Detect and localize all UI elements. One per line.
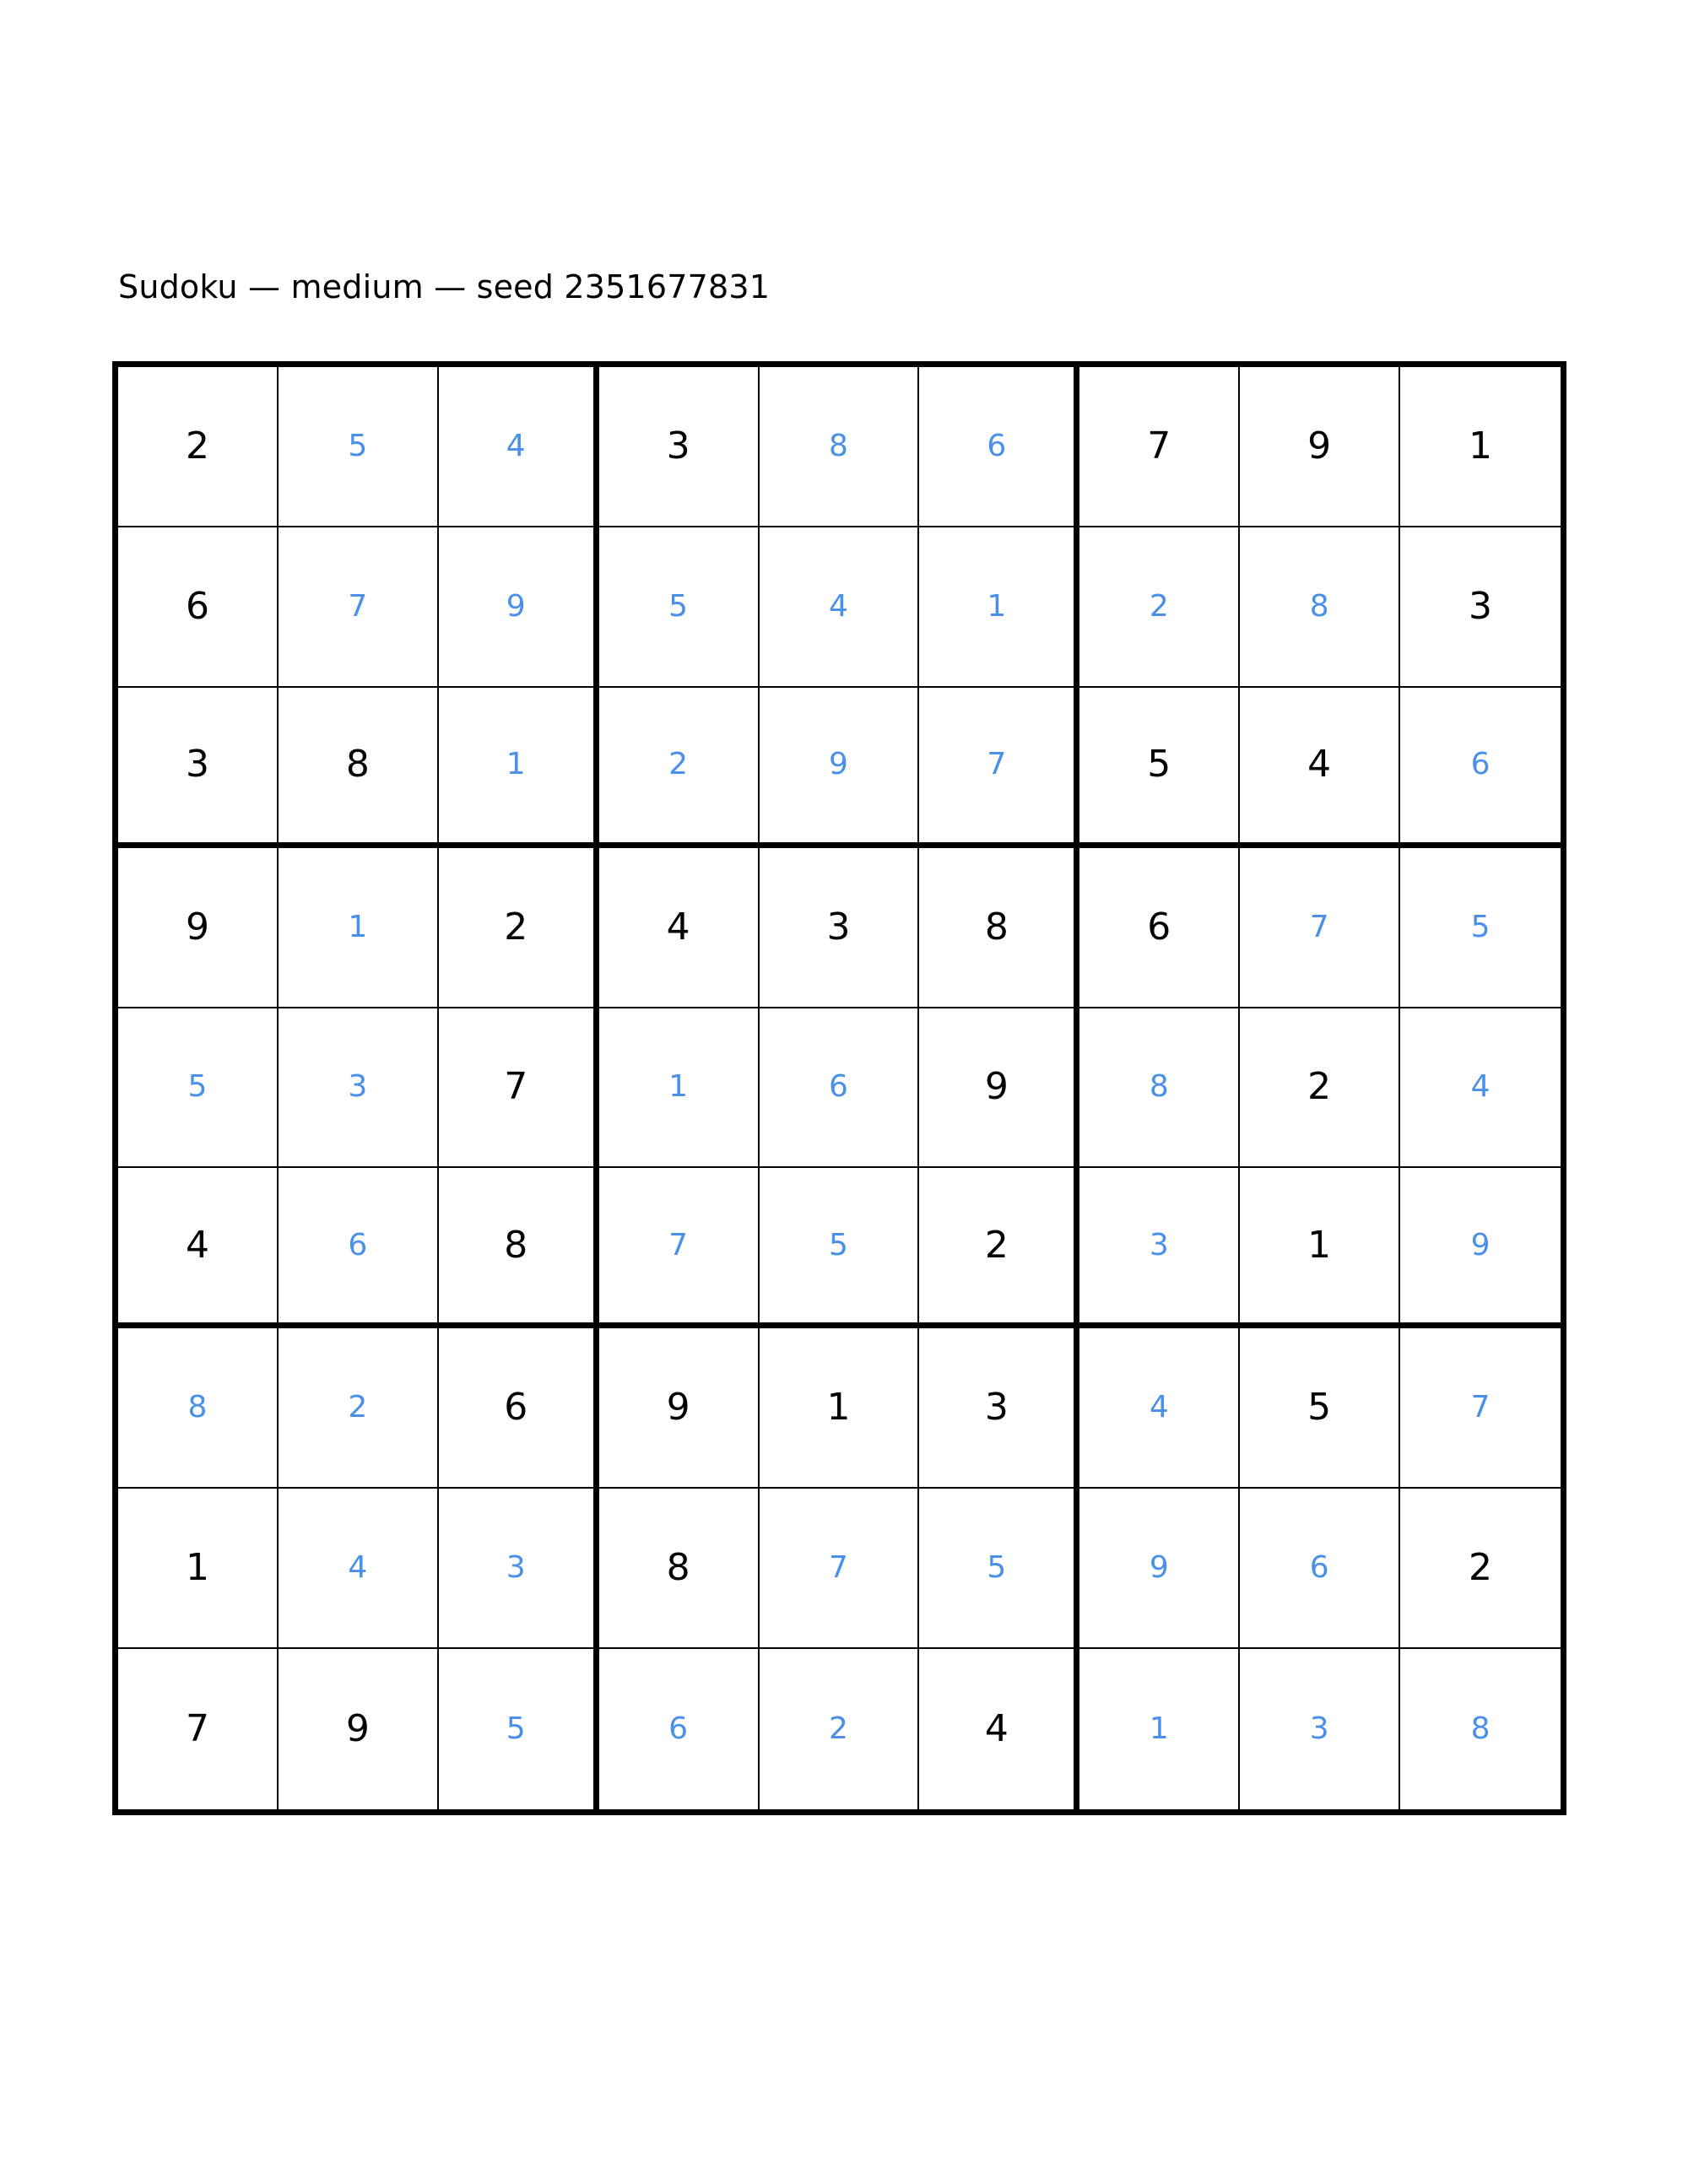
sudoku-cell-r6c4[interactable]: 7 — [599, 1168, 760, 1328]
sudoku-cell-r1c3[interactable]: 4 — [439, 367, 599, 527]
sudoku-cell-r6c3[interactable]: 8 — [439, 1168, 599, 1328]
sudoku-cell-r4c1[interactable]: 9 — [118, 848, 279, 1008]
sudoku-cell-r6c6[interactable]: 2 — [919, 1168, 1079, 1328]
sudoku-cell-r1c4[interactable]: 3 — [599, 367, 760, 527]
sudoku-cell-r7c6[interactable]: 3 — [919, 1328, 1079, 1489]
sudoku-cell-r9c6[interactable]: 4 — [919, 1649, 1079, 1809]
sudoku-cell-r2c7[interactable]: 2 — [1079, 527, 1240, 688]
sudoku-cell-r4c7[interactable]: 6 — [1079, 848, 1240, 1008]
sudoku-cell-r1c6[interactable]: 6 — [919, 367, 1079, 527]
sudoku-cell-r1c7[interactable]: 7 — [1079, 367, 1240, 527]
sudoku-cell-r9c9[interactable]: 8 — [1470, 1711, 1491, 1747]
sudoku-cell-r9c3[interactable]: 5 — [439, 1649, 599, 1809]
sudoku-cell-r8c2[interactable]: 4 — [279, 1489, 439, 1649]
sudoku-cell-r5c7[interactable]: 8 — [1079, 1008, 1240, 1169]
sudoku-cell-r7c4[interactable]: 9 — [599, 1328, 760, 1489]
sudoku-cell-r7c5[interactable]: 1 — [760, 1328, 920, 1489]
sudoku-cell-r2c2[interactable]: 7 — [279, 527, 439, 688]
sudoku-cell-r2c9[interactable]: 3 — [1400, 527, 1561, 688]
sudoku-cell-r3c2[interactable]: 8 — [279, 688, 439, 848]
sudoku-cell-r6c7[interactable]: 3 — [1079, 1168, 1240, 1328]
sudoku-cell-r9c5[interactable]: 2 — [760, 1649, 920, 1809]
sudoku-cell-r9c4[interactable]: 6 — [599, 1649, 760, 1809]
sudoku-cell-r4c5[interactable]: 3 — [760, 848, 920, 1008]
sudoku-cell-r8c9[interactable]: 2 — [1400, 1489, 1561, 1649]
sudoku-cell-r4c6[interactable]: 8 — [919, 848, 1079, 1008]
sudoku-cell-r2c4[interactable]: 5 — [599, 527, 760, 688]
sudoku-cell-r5c8[interactable]: 2 — [1240, 1008, 1400, 1169]
sudoku-cell-r2c3[interactable]: 9 — [439, 527, 599, 688]
sudoku-cell-r5c9[interactable]: 4 — [1400, 1008, 1561, 1169]
sudoku-cell-r7c7[interactable]: 4 — [1079, 1328, 1240, 1489]
sudoku-cell-r5c3[interactable]: 7 — [439, 1008, 599, 1169]
sudoku-cell-r8c5[interactable]: 7 — [760, 1489, 920, 1649]
sudoku-cell-r6c2[interactable]: 6 — [279, 1168, 439, 1328]
sudoku-cell-r2c1[interactable]: 6 — [118, 527, 279, 688]
sudoku-cell-r7c2[interactable]: 2 — [279, 1328, 439, 1489]
sudoku-cell-r9c8[interactable]: 3 — [1240, 1649, 1400, 1809]
sudoku-cell-r3c3[interactable]: 1 — [439, 688, 599, 848]
sudoku-cell-r6c9[interactable]: 9 — [1400, 1168, 1561, 1328]
sudoku-cell-r3c5[interactable]: 9 — [760, 688, 920, 848]
sudoku-cell-r5c5[interactable]: 6 — [760, 1008, 920, 1169]
sudoku-cell-r1c5[interactable]: 8 — [760, 367, 920, 527]
sudoku-cell-r7c8[interactable]: 5 — [1240, 1328, 1400, 1489]
sudoku-cell-r1c2[interactable]: 5 — [279, 367, 439, 527]
sudoku-cell-r2c6[interactable]: 1 — [919, 527, 1079, 688]
sudoku-cell-r1c9[interactable]: 1 — [1400, 367, 1561, 527]
sudoku-cell-r3c8[interactable]: 4 — [1240, 688, 1400, 848]
sudoku-cell-r7c3[interactable]: 6 — [439, 1328, 599, 1489]
sudoku-board[interactable] — [112, 361, 1566, 1815]
sudoku-cell-r4c3[interactable]: 2 — [439, 848, 599, 1008]
sudoku-cell-r9c7[interactable]: 1 — [1079, 1649, 1240, 1809]
sudoku-cell-r3c7[interactable]: 5 — [1079, 688, 1240, 848]
sudoku-cell-r4c9[interactable]: 5 — [1400, 848, 1561, 1008]
sudoku-cell-r7c1[interactable]: 8 — [118, 1328, 279, 1489]
sudoku-cell-r5c2[interactable]: 3 — [279, 1008, 439, 1169]
sudoku-cell-r9c2[interactable]: 9 — [279, 1649, 439, 1809]
sudoku-cell-r5c1[interactable]: 5 — [118, 1008, 279, 1169]
sudoku-cell-r4c4[interactable]: 4 — [599, 848, 760, 1008]
sudoku-cell-r8c4[interactable]: 8 — [599, 1489, 760, 1649]
sudoku-cell-r2c8[interactable]: 8 — [1240, 527, 1400, 688]
sudoku-cell-r5c6[interactable]: 9 — [919, 1008, 1079, 1169]
sudoku-cell-r3c4[interactable]: 2 — [599, 688, 760, 848]
sudoku-cell-r6c5[interactable]: 5 — [760, 1168, 920, 1328]
sudoku-cell-r8c7[interactable]: 9 — [1079, 1489, 1240, 1649]
sudoku-cell-r3c9[interactable]: 6 — [1400, 688, 1561, 848]
sudoku-cell-r6c8[interactable]: 1 — [1240, 1168, 1400, 1328]
sudoku-cell-r3c1[interactable]: 3 — [118, 688, 279, 848]
sudoku-cell-r4c8[interactable]: 7 — [1240, 848, 1400, 1008]
sudoku-cell-r1c8[interactable]: 9 — [1240, 367, 1400, 527]
sudoku-cell-r9c1[interactable]: 7 — [118, 1649, 279, 1809]
sudoku-cell-r8c8[interactable]: 6 — [1240, 1489, 1400, 1649]
sudoku-cell-r8c1[interactable]: 1 — [118, 1489, 279, 1649]
sudoku-cell-r2c5[interactable]: 4 — [760, 527, 920, 688]
sudoku-cell-r8c3[interactable]: 3 — [439, 1489, 599, 1649]
sudoku-cell-r3c6[interactable]: 7 — [919, 688, 1079, 848]
sudoku-cell-r5c4[interactable]: 1 — [599, 1008, 760, 1169]
sudoku-cell-r8c6[interactable]: 5 — [919, 1489, 1079, 1649]
sudoku-cell-r1c1[interactable]: 2 — [118, 367, 279, 527]
sudoku-cell-r6c1[interactable]: 4 — [118, 1168, 279, 1328]
sudoku-cell-r4c2[interactable]: 1 — [279, 848, 439, 1008]
page-title: Sudoku — medium — seed 2351677831 — [118, 268, 771, 305]
sudoku-cell-r7c9[interactable]: 7 — [1400, 1328, 1561, 1489]
